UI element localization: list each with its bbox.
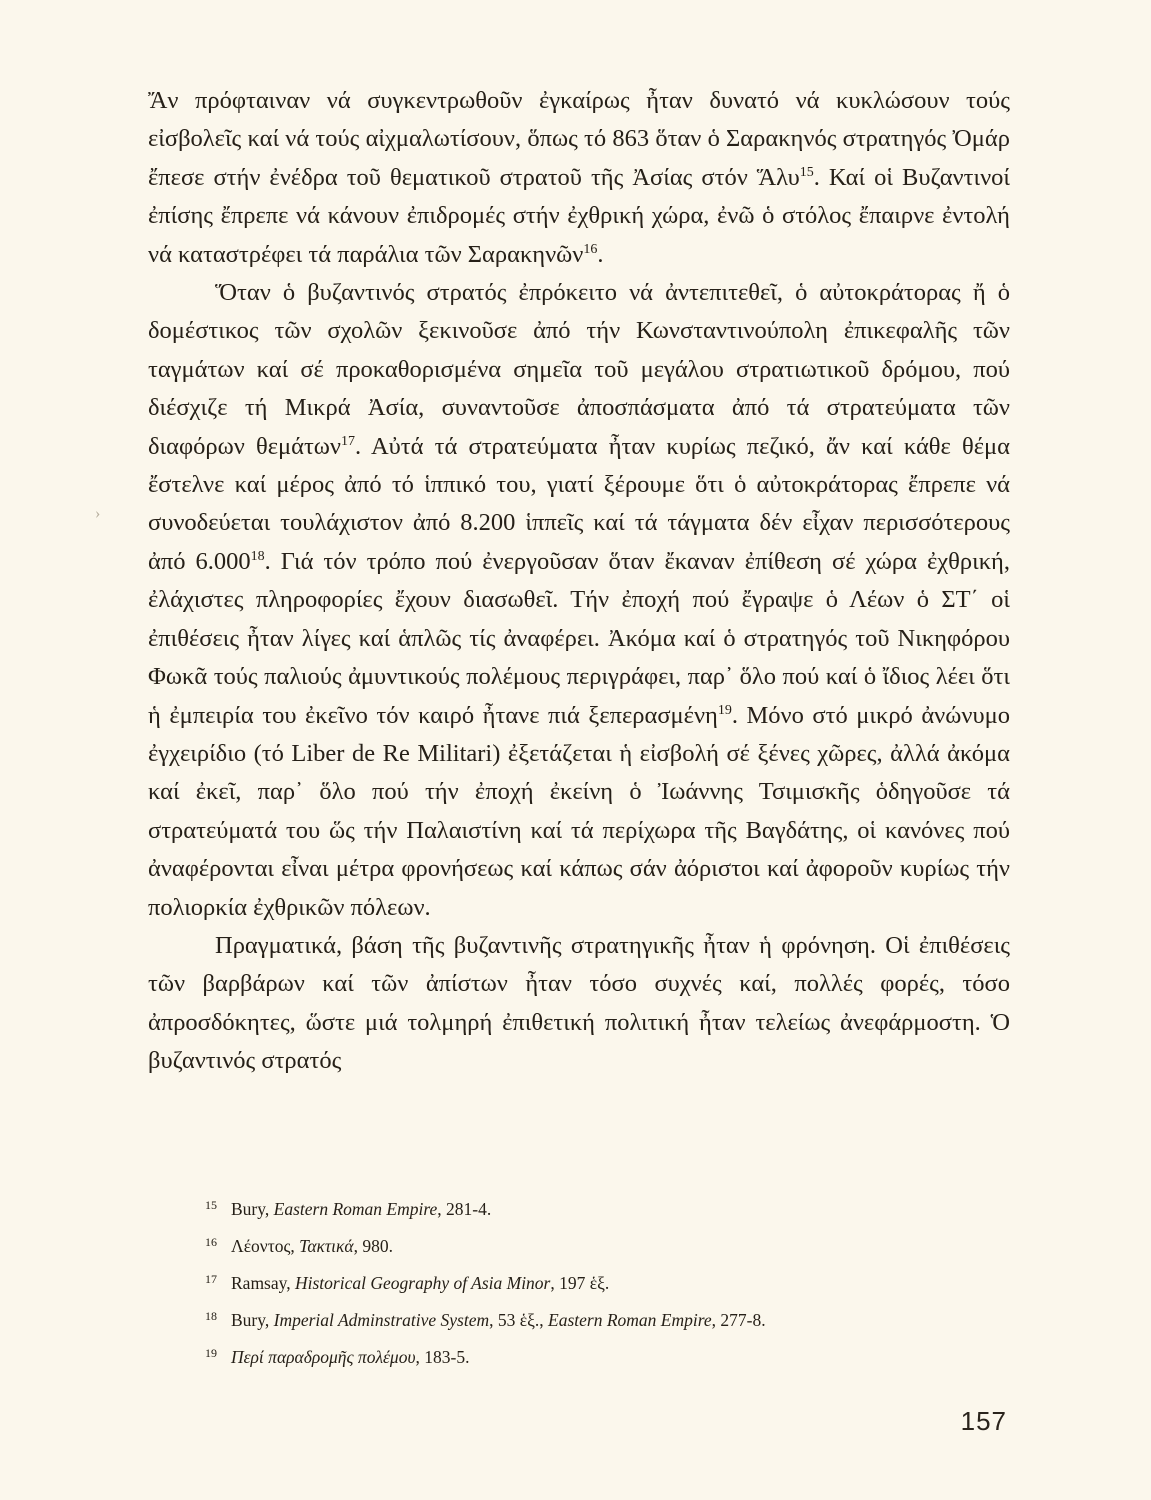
- footnote-ref-16: 16: [583, 241, 598, 257]
- paragraph-2: Ὅταν ὁ βυζαντινός στρατός ἐπρόκειτο νά ἀντεπιτεθεῖ, ὁ αὐτοκράτορας ἤ ὁ δομέστικος τῶν σχολῶν ξεκινοῦσε ἀπό τήν Κωνσταντινούπολη ἐπικεφαλῆς τῶν ταγμάτων καί σέ προκαθορισμένα σημεῖα τοῦ μεγάλου στρατιωτικοῦ δρόμου, πού διέσχιζε τή Μικρά Ἀσία, συναντοῦσε ἀποσπάσματα ἀπό τά στρατεύματα τῶν διαφόρων θεμάτων$^{17}$. Αὐτά τά στρατεύματα ἦταν κυρίως πεζικό, ἄν καί κάθε θέμα ἔστελνε καί μέρος ἀπό τό ἱππικό του, γιατί ξέρουμε ὅτι ὁ αὐτοκράτορας ἔπρεπε νά συνοδεύεται τουλάχιστον ἀπό 8.200 ἱππεῖς καί τά τάγματα δέν εἶχαν περισσότερους ἀπό 6.000$^{18}$. Γιά τόν τρόπο πού ἐνεργοῦσαν ὅταν ἔκαναν ἐπίθεση σέ χώρα ἐχθρική, ἐλάχιστες πληροφορίες ἔχουν διασωθεῖ. Τήν ἐποχή πού ἔγραψε ὁ Λέων ὁ ΣΤ΄ οἱ ἐπιθέσεις ἦταν λίγες καί ἁπλῶς τίς ἀναφέρει. Ἀκόμα καί ὁ στρατηγός τοῦ Νικηφόρου Φωκᾶ τούς παλιούς ἀμυντικούς πολέμους περιγράφει, παρ᾽ ὅλο πού καί ὁ ἴδιος λέει ὅτι ἡ ἐμπειρία του ἐκεῖνο τόν καιρό ἦτανε πιά ξεπερασμένη$^{19}$. Μόνο στό μικρό ἀνώνυμο ἐγχειρίδιο (τό Liber de Re Militari) ἐξετάζεται ἡ εἰσβολή σέ ξένες χῶρες, ἀλλά ἀκόμα καί ἐκεῖ, παρ᾽ ὅλο πού τήν ἐποχή ἐκείνη ὁ Ἰωάννης Τσιμισκῆς ὁδηγοῦσε τά στρατεύματά του ὥς τήν Παλαιστίνη καί τά περίχωρα τῆς Βαγδάτης, οἱ κανόνες πού ἀναφέρονται εἶναι μέτρα φρονήσεως καί κάπως σάν ἀόριστοι καί ἀφοροῦν κυρίως τήν πολιορκία ἐχθρικῶν πόλεων.: [148, 279, 1010, 921]
- footnotes: [205, 1192, 1025, 1377]
- page-number: 157: [960, 1406, 1007, 1436]
- footnote: 17 Ramsay, Historical Geography of Asia Minor, 197 ἑξ.: [205, 1272, 610, 1293]
- footnote: 19 Περί παραδρομῆς πολέμου, 183-5.: [205, 1346, 470, 1367]
- footnote: 18 Bury, Imperial Adminstrative System, 53 ἑξ., Eastern Roman Empire, 277-8.: [205, 1309, 766, 1330]
- paragraph-3: Πραγματικά, βάση τῆς βυζαντινῆς στρατηγικῆς ἦταν ἡ φρόνηση. Οἱ ἐπιθέσεις τῶν βαρβάρων καί τῶν ἀπίστων ἦταν τόσο συχνές καί, πολλές φορές, τόσο ἀπροσδόκητες, ὥστε μιά τολμηρή ἐπιθετική πολιτική ἦταν τελείως ἀνεφάρμοστη. Ὁ βυζαντινός στρατός: [148, 931, 1010, 1075]
- footnote-ref-18: 18: [250, 548, 265, 564]
- paragraph-1: Ἄν πρόφταιναν νά συγκεντρωθοῦν ἐγκαίρως ἦταν δυνατό νά κυκλώσουν τούς εἰσβολεῖς καί νά τούς αἰχμαλωτίσουν, ὅπως τό 863 ὅταν ὁ Σαρακηνός στρατηγός Ὀμάρ ἔπεσε στήν ἐνέδρα τοῦ θεματικοῦ στρατοῦ τῆς Ἀσίας στόν Ἅλυ$^{15}$. Καί οἱ Βυζαντινοί ἐπίσης ἔπρεπε νά κάνουν ἐπιδρομές στήν ἐχθρική χώρα, ἐνῶ ὁ στόλος ἔπαιρνε ἐντολή νά καταστρέφει τά παράλια τῶν Σαρακηνῶν$^{16}$.: [148, 87, 1010, 268]
- footnote-ref-15: 15: [799, 164, 814, 180]
- footnote: 16 Λέοντος, Τακτικά, 980.: [205, 1235, 393, 1256]
- footnote: 15 Bury, Eastern Roman Empire, 281-4.: [205, 1198, 492, 1219]
- footnote-ref-17: 17: [341, 433, 356, 449]
- main-text: [148, 82, 1010, 1081]
- margin-mark: ›: [95, 505, 101, 522]
- footnote-ref-19: 19: [717, 702, 732, 718]
